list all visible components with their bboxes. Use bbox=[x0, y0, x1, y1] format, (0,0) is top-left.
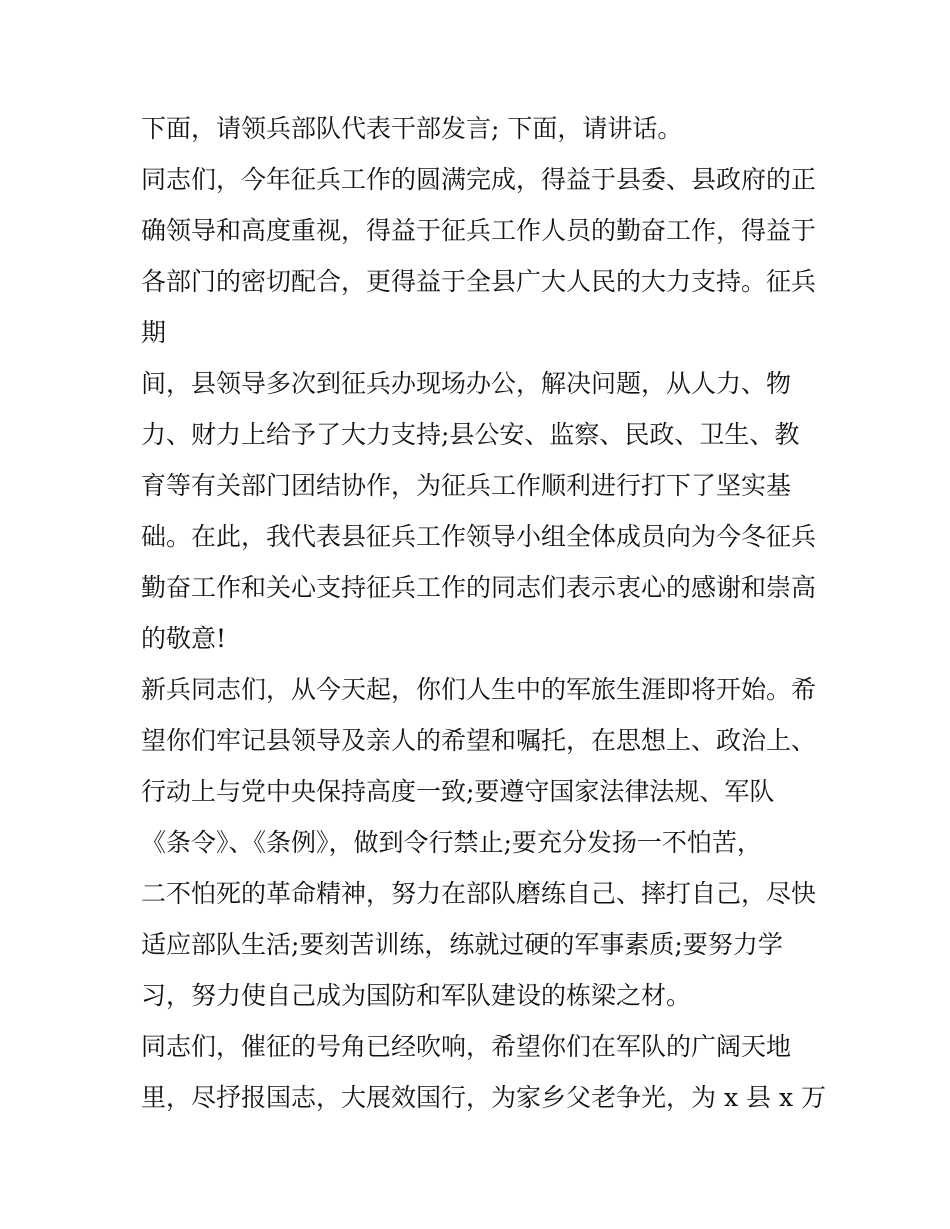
text-line: 间，县领导多次到征兵办现场办公，解决问题，从人力、物 bbox=[141, 369, 792, 398]
text-line: 里，尽抒报国志，大展效国行，为家乡父老争光，为 x 县 x 万 bbox=[141, 1083, 826, 1112]
text-line: 二不怕死的革命精神，努力在部队磨练自己、摔打自己，尽快 bbox=[141, 879, 817, 908]
text-line: 新兵同志们，从今天起，你们人生中的军旅生涯即将开始。希 bbox=[141, 675, 817, 704]
text-line: 《条令》、《条例》，做到令行禁止;要充分发扬一不怕苦， bbox=[141, 828, 762, 857]
text-line: 行动上与党中央保持高度一致;要遵守国家法律法规、军队 bbox=[141, 777, 775, 806]
text-line: 望你们牢记县领导及亲人的希望和嘱托，在思想上、政治上、 bbox=[141, 726, 817, 755]
speech-text bbox=[141, 110, 826, 1130]
text-line: 习，努力使自己成为国防和军队建设的栋梁之材。 bbox=[141, 981, 692, 1010]
text-line: 确领导和高度重视，得益于征兵工作人员的勤奋工作，得益于 bbox=[141, 216, 817, 245]
text-line: 的敬意! bbox=[141, 624, 227, 653]
text-line: 础。在此，我代表县征兵工作领导小组全体成员向为今冬征兵 bbox=[141, 522, 817, 551]
text-line: 同志们，今年征兵工作的圆满完成，得益于县委、县政府的正 bbox=[141, 165, 817, 194]
text-line: 适应部队生活;要刻苦训练，练就过硬的军事素质;要努力学 bbox=[141, 930, 783, 959]
text-line: 期 bbox=[141, 318, 167, 347]
text-line: 勤奋工作和关心支持征兵工作的同志们表示衷心的感谢和崇高 bbox=[141, 573, 817, 602]
text-line: 育等有关部门团结协作，为征兵工作顺利进行打下了坚实基 bbox=[141, 471, 792, 500]
text-line: 下面，请领兵部队代表干部发言; 下面，请讲话。 bbox=[141, 114, 683, 143]
text-line: 各部门的密切配合，更得益于全县广大人民的大力支持。征兵 bbox=[141, 267, 817, 296]
text-line: 力、财力上给予了大力支持;县公安、监察、民政、卫生、教 bbox=[141, 420, 800, 449]
text-line: 同志们，催征的号角已经吹响，希望你们在军队的广阔天地 bbox=[141, 1032, 792, 1061]
